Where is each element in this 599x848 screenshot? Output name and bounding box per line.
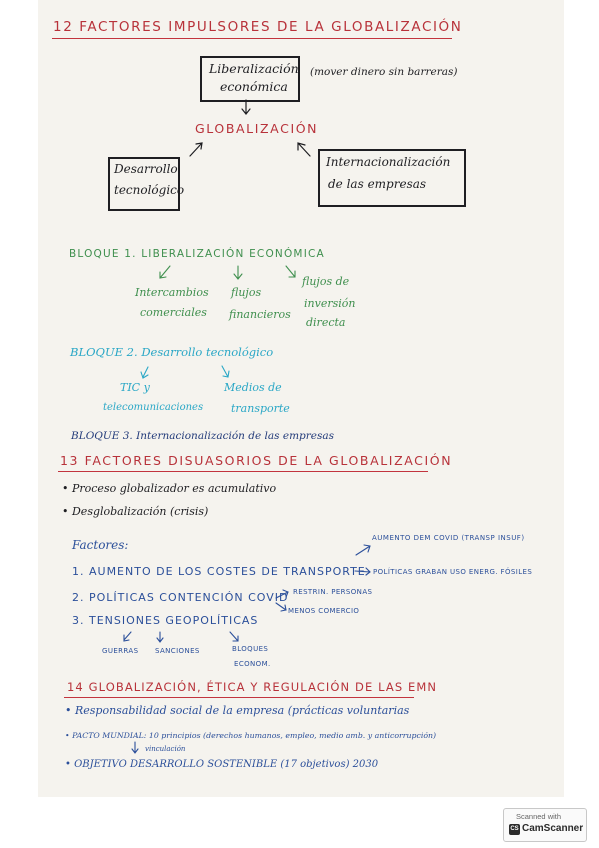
bloque1-item-1-line2: comerciales bbox=[140, 306, 207, 319]
liberalizacion-label-1: Liberalización bbox=[209, 61, 299, 76]
factor-2: 2. POLÍTICAS CONTENCIÓN COVID bbox=[72, 591, 289, 604]
bloque1-item-3-line1: flujos de bbox=[302, 275, 350, 288]
s14-bullet-3: • OBJETIVO DESARROLLO SOSTENIBLE (17 objetivos) 2030 bbox=[65, 759, 379, 770]
bloque2-item-2-line2: transporte bbox=[231, 402, 290, 415]
bloque1-item-1-line1: Intercambios bbox=[135, 286, 209, 299]
factor-3: 3. TENSIONES GEOPOLÍTICAS bbox=[72, 614, 259, 627]
desarrollo-label-2: tecnológico bbox=[114, 183, 185, 197]
liberalizacion-label-2: económica bbox=[220, 79, 288, 94]
globalizacion-center: GLOBALIZACIÓN bbox=[195, 121, 319, 136]
bloque2-item-2-line1: Medios de bbox=[224, 381, 282, 394]
covid-note: AUMENTO DEM COVID (TRANSP INSUF) bbox=[372, 534, 525, 542]
bloque1-item-3-line2: inversión bbox=[304, 297, 356, 310]
internacionalizacion-label-2: de las empresas bbox=[328, 177, 427, 191]
bloque1-item-2-line1: flujos bbox=[231, 286, 262, 299]
bloque2-item-1-line2: telecomunicaciones bbox=[103, 402, 204, 413]
internacionalizacion-label-1: Internacionalización bbox=[326, 155, 451, 169]
geo-item-sanciones: SANCIONES bbox=[155, 647, 200, 655]
geo-item-guerras: GUERRAS bbox=[102, 647, 139, 655]
factor-1-note: POLÍTICAS GRABAN USO ENERG. FÓSILES bbox=[373, 568, 533, 576]
bloque1-title: BLOQUE 1. LIBERALIZACIÓN ECONÓMICA bbox=[69, 248, 325, 260]
factor-2-note-2: MENOS COMERCIO bbox=[288, 607, 360, 615]
factor-1: 1. AUMENTO DE LOS COSTES DE TRANSPORTE bbox=[72, 565, 366, 578]
geo-item-bloques-1: BLOQUES bbox=[232, 645, 269, 653]
bloque1-item-2-line2: financieros bbox=[229, 308, 291, 321]
camscanner-name: CamScanner bbox=[522, 823, 584, 834]
scanned-with-text: Scanned with bbox=[516, 812, 562, 821]
s14-bullet-2: • PACTO MUNDIAL: 10 principios (derechos humanos, empleo, medio amb. y anticorrupción) bbox=[65, 731, 437, 740]
section-14-title: 14 GLOBALIZACIÓN, ÉTICA Y REGULACIÓN DE LAS EMN bbox=[67, 680, 438, 694]
bloque2-item-1-line1: TIC y bbox=[120, 381, 150, 394]
camscanner-logo-icon: CS bbox=[509, 824, 520, 835]
factor-2-note-1: RESTRIN. PERSONAS bbox=[293, 588, 373, 596]
desarrollo-label-1: Desarrollo bbox=[114, 162, 178, 176]
section-14-underline bbox=[64, 697, 414, 698]
liberalizacion-note: (mover dinero sin barreras) bbox=[310, 66, 458, 78]
s13-bullet-2: • Desglobalización (crisis) bbox=[62, 505, 209, 518]
camscanner-badge bbox=[503, 808, 587, 842]
factores-label: Factores: bbox=[72, 538, 129, 552]
geo-item-bloques-2: ECONOM. bbox=[234, 660, 271, 668]
section-13-underline bbox=[58, 471, 428, 472]
s13-bullet-1: • Proceso globalizador es acumulativo bbox=[62, 482, 277, 495]
bloque2-title: BLOQUE 2. Desarrollo tecnológico bbox=[70, 345, 274, 359]
section-12-title: 12 FACTORES IMPULSORES DE LA GLOBALIZACIÓN bbox=[53, 19, 463, 35]
vinculacion-note: vinculación bbox=[145, 745, 186, 753]
s14-bullet-1: • Responsabilidad social de la empresa (prácticas voluntarias bbox=[65, 704, 410, 717]
bloque1-item-3-line3: directa bbox=[306, 316, 346, 329]
section-13-title: 13 FACTORES DISUASORIOS DE LA GLOBALIZACIÓN bbox=[60, 453, 453, 468]
bloque3-title: BLOQUE 3. Internacionalización de las empresas bbox=[71, 430, 335, 442]
